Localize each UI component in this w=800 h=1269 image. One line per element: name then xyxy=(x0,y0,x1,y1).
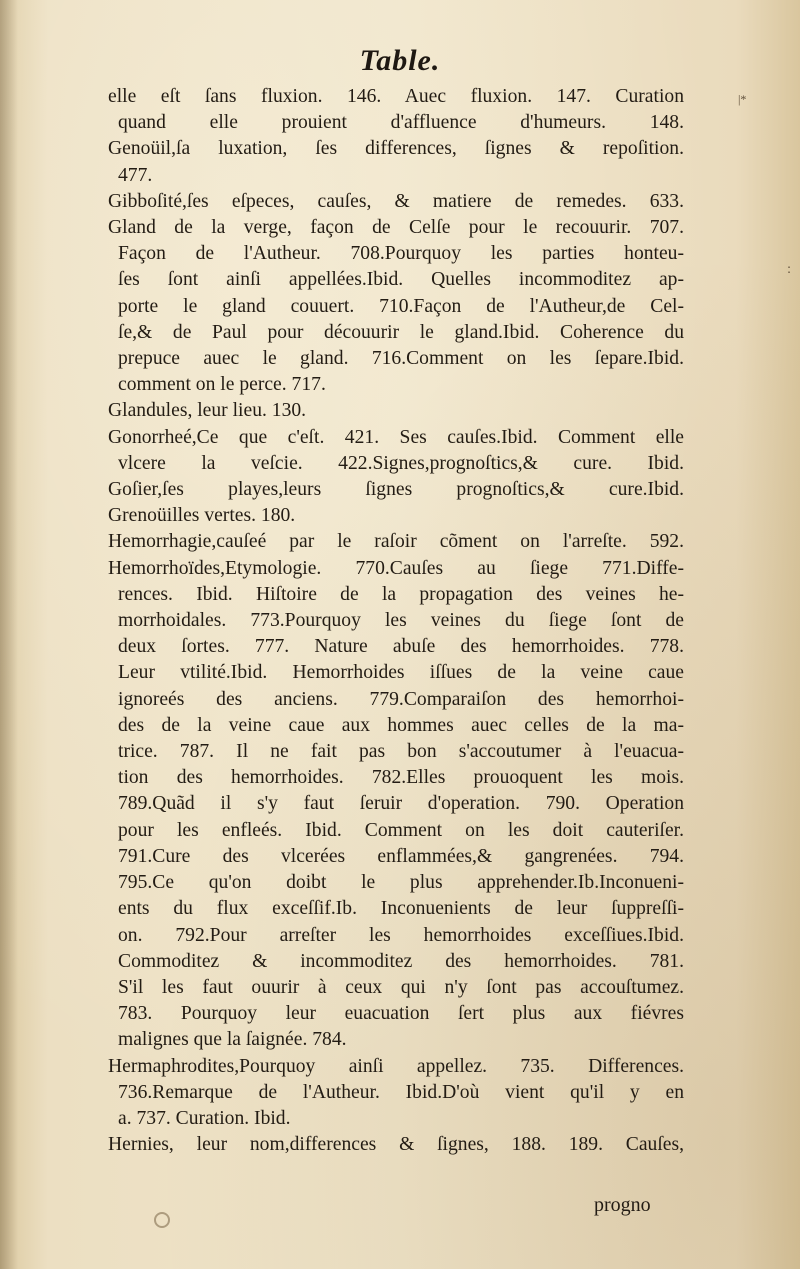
text-line: quand elle prouient d'affluence d'humeurs. 148. xyxy=(118,112,684,134)
text-line: Gibboſité,ſes eſpeces, cauſes, & matiere de remedes. 633. xyxy=(108,190,684,212)
text-line: porte le gland couuert. 710.Façon de l'Autheur,de Cel- xyxy=(118,295,684,317)
text-line: 791.Cure des vlcerées enflammées,& gangrenées. 794. xyxy=(118,845,684,867)
text-line: rences. Ibid. Hiſtoire de la propagation des veines he- xyxy=(118,583,684,605)
text-line: elle eſt ſans fluxion. 146. Auec fluxion. 147. Curation xyxy=(108,86,684,107)
text-line: S'il les faut ouurir à ceux qui n'y ſont pas accouſtumez. xyxy=(118,976,684,998)
text-line: Glandules, leur lieu. 130. xyxy=(108,400,307,422)
paper-stain xyxy=(154,1212,170,1228)
text-line: ſes ſont ainſi appellées.Ibid. Quelles incommoditez ap- xyxy=(118,269,684,291)
text-line: 795.Ce qu'on doibt le plus apprehender.Ib.Inconueni- xyxy=(118,872,684,894)
text-line: Leur vtilité.Ibid. Hemorrhoides iſſues de la veine caue xyxy=(118,662,684,684)
margin-annotation: |* xyxy=(738,92,747,106)
text-line: Hemorrhoïdes,Etymologie. 770.Cauſes au ſiege 771.Diffe- xyxy=(108,557,684,579)
page-gutter-shadow xyxy=(0,0,18,1269)
text-line: Gonorrheé,Ce que c'eſt. 421. Ses cauſes.Ibid. Comment elle xyxy=(108,426,684,448)
catchword: progno xyxy=(594,1194,651,1216)
text-line: 477. xyxy=(118,164,153,186)
text-line: Gland de la verge, façon de Celſe pour le recouurir. 707. xyxy=(108,217,684,239)
text-line: prepuce auec le gland. 716.Comment on les ſepare.Ibid. xyxy=(118,348,684,370)
text-line: Genoüil,ſa luxation, ſes differences, ſignes & repoſition. xyxy=(108,138,684,160)
text-line: comment on le perce. 717. xyxy=(118,374,326,396)
text-line: 736.Remarque de l'Autheur. Ibid.D'où vient qu'il y en xyxy=(118,1081,684,1103)
text-line: tion des hemorrhoides. 782.Elles prouoquent les mois. xyxy=(118,767,684,789)
text-line: on. 792.Pour arreſter les hemorrhoides exceſſiues.Ibid. xyxy=(118,924,684,946)
text-line: ignoreés des anciens. 779.Comparaiſon des hemorrhoi- xyxy=(118,688,684,710)
text-line: deux ſortes. 777. Nature abuſe des hemorrhoides. 778. xyxy=(118,636,684,658)
text-line: Goſier,ſes playes,leurs ſignes prognoſtics,& cure.Ibid. xyxy=(108,479,684,501)
text-line: Hermaphrodites,Pourquoy ainſi appellez. 735. Differences. xyxy=(108,1055,684,1077)
text-line: pour les enfleés. Ibid. Comment on les doit cauteriſer. xyxy=(118,819,684,841)
text-line: ſe,& de Paul pour découurir le gland.Ibid. Coherence du xyxy=(118,321,684,343)
text-line: ents du flux exceſſif.Ib. Inconuenients de leur ſuppreſſi- xyxy=(118,898,684,920)
page-title: Table. xyxy=(359,44,441,77)
text-line: Commoditez & incommoditez des hemorrhoides. 781. xyxy=(118,950,684,972)
text-line: trice. 787. Il ne fait pas bon s'accoutumer à l'euacua- xyxy=(118,741,684,763)
text-line: Hernies, leur nom,differences & ſignes, 188. 189. Cauſes, xyxy=(108,1134,684,1156)
text-line: a. 737. Curation. Ibid. xyxy=(118,1107,291,1129)
text-line: Façon de l'Autheur. 708.Pourquoy les parties honteu- xyxy=(118,243,684,265)
index-text xyxy=(108,84,684,1158)
text-line: morrhoidales. 773.Pourquoy les veines du ſiege ſont de xyxy=(118,610,684,632)
text-line: 789.Quãd il s'y faut ſeruir d'operation. 790. Operation xyxy=(118,793,684,815)
text-line: des de la veine caue aux hommes auec celles de la ma- xyxy=(118,714,684,736)
text-line: Grenoüilles vertes. 180. xyxy=(108,505,296,527)
text-line: vlcere la veſcie. 422.Signes,prognoſtics,& cure. Ibid. xyxy=(118,452,684,474)
text-line: malignes que la ſaignée. 784. xyxy=(118,1029,347,1051)
margin-dot: : xyxy=(787,262,792,276)
text-line: Hemorrhagie,cauſeé par le raſoir cõment on l'arreſte. 592. xyxy=(108,531,684,553)
text-line: 783. Pourquoy leur euacuation ſert plus aux fiévres xyxy=(118,1003,684,1025)
